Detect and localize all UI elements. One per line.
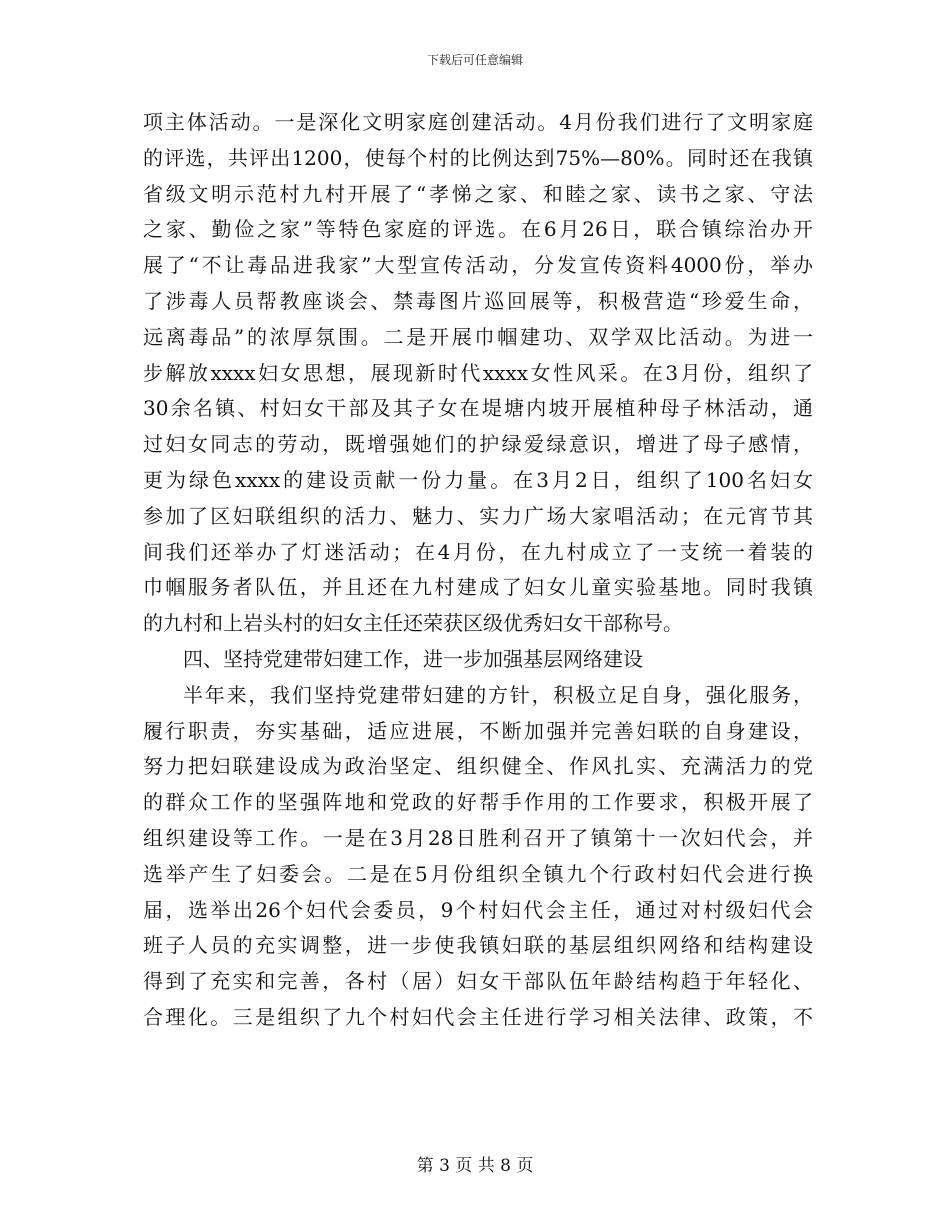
body-line: 半年来，我们坚持党建带妇建的方针，积极立足自身，强化服务， [183, 682, 813, 707]
page-header: 下载后可任意编辑 [426, 53, 523, 67]
body-line: 更为绿色xxxx的建设贡献一份力量。在3月2日，组织了100名妇女 [143, 467, 813, 492]
body-line: 合理化。三是组织了九个村妇代会主任进行学习相关法律、政策，不 [143, 1004, 813, 1029]
body-line: 的九村和上岩头村的妇女主任还荣获区级优秀妇女干部称号。 [143, 611, 683, 636]
body-line: 的群众工作的坚强阵地和党政的好帮手作用的工作要求，积极开展了 [143, 790, 813, 815]
page-number: 第 3 页 共 8 页 [416, 1156, 534, 1176]
body-line: 巾帼服务者队伍，并且还在九村建成了妇女儿童实验基地。同时我镇 [143, 575, 813, 600]
body-line: 步解放xxxx妇女思想，展现新时代xxxx女性风采。在3月份，组织了 [143, 360, 813, 385]
body-line: 30余名镇、村妇女干部及其子女在堤塘内坡开展植种母子林活动，通 [143, 396, 813, 421]
body-line: 努力把妇联建设成为政治坚定、组织健全、作风扎实、充满活力的党 [143, 754, 813, 779]
body-line: 选举产生了妇委会。二是在5月份组织全镇九个行政村妇代会进行换 [143, 861, 813, 886]
body-line: 的评选，共评出1200，使每个村的比例达到75%—80%。同时还在我镇 [143, 145, 813, 170]
document-body [143, 105, 813, 1036]
body-line: 之家、勤俭之家”等特色家庭的评选。在6月26日，联合镇综治办开 [143, 217, 813, 242]
body-line: 省级文明示范村九村开展了“孝悌之家、和睦之家、读书之家、守法 [143, 181, 813, 206]
body-line: 项主体活动。一是深化文明家庭创建活动。4月份我们进行了文明家庭 [143, 110, 813, 134]
body-line: 班子人员的充实调整，进一步使我镇妇联的基层组织网络和结构建设 [143, 933, 813, 958]
body-line: 远离毒品”的浓厚氛围。二是开展巾帼建功、双学双比活动。为进一 [143, 324, 813, 349]
body-line: 过妇女同志的劳动，既增强她们的护绿爱绿意识，增进了母子感情， [143, 432, 813, 457]
body-line: 履行职责，夯实基础，适应进展，不断加强并完善妇联的自身建设， [143, 718, 813, 743]
body-line: 组织建设等工作。一是在3月28日胜利召开了镇第十一次妇代会，并 [143, 825, 813, 850]
body-line: 参加了区妇联组织的活力、魅力、实力广场大家唱活动；在元宵节其 [143, 503, 813, 528]
body-line: 得到了充实和完善，各村（居）妇女干部队伍年龄结构趋于年轻化、 [143, 969, 813, 994]
body-line: 间我们还举办了灯迷活动；在4月份，在九村成立了一支统一着装的 [143, 539, 813, 564]
body-line: 了涉毒人员帮教座谈会、禁毒图片巡回展等，积极营造“珍爱生命， [143, 288, 813, 313]
section-heading: 四、坚持党建带妇建工作，进一步加强基层网络建设 [183, 646, 643, 671]
body-line: 届，选举出26个妇代会委员，9个村妇代会主任，通过对村级妇代会 [143, 897, 813, 922]
body-line: 展了“不让毒品进我家”大型宣传活动，分发宣传资料4000份，举办 [143, 253, 813, 278]
